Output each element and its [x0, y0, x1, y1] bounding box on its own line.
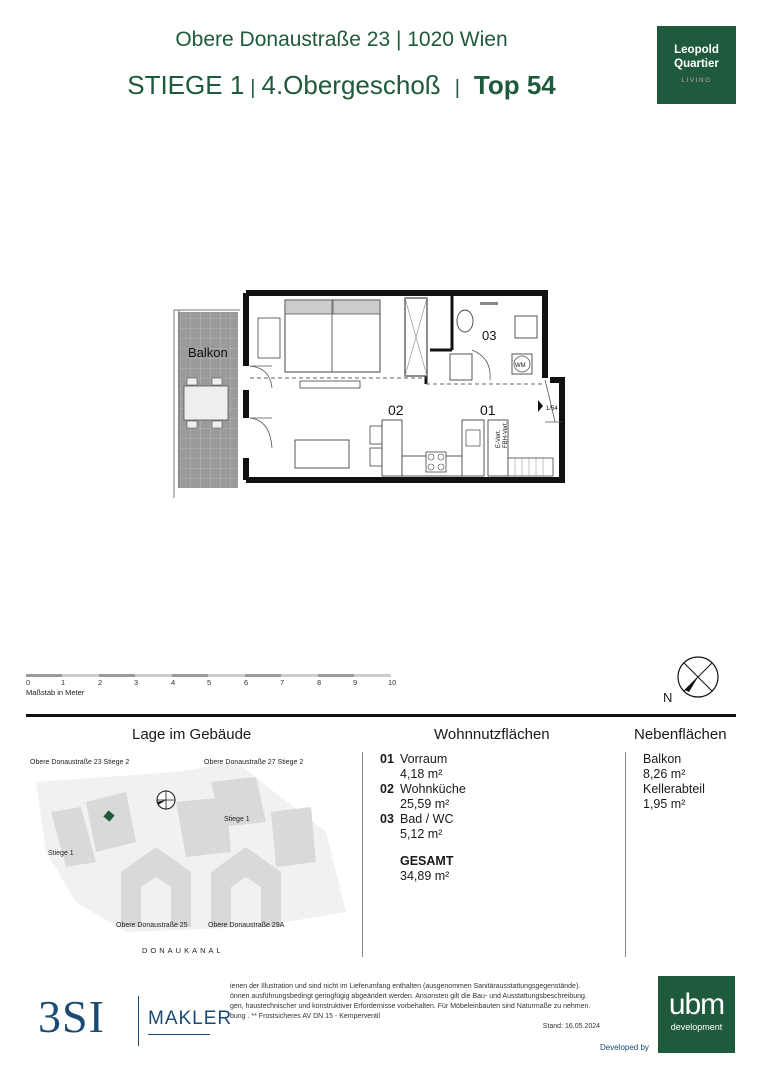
- unit-heading: [0, 70, 683, 101]
- room-area: 5,12 m²: [400, 827, 443, 841]
- divider: [26, 714, 736, 717]
- room-01-label: 01: [480, 402, 496, 418]
- scale-tick: 7: [280, 678, 285, 687]
- sofa: [295, 440, 349, 468]
- site-label: Obere Donaustraße 25: [116, 922, 188, 929]
- shower: [450, 354, 472, 380]
- address-heading: Obere Donaustraße 23 | 1020 Wien: [175, 28, 508, 51]
- scale-tick: 1: [61, 678, 66, 687]
- dining-table: [382, 420, 402, 476]
- room-name: Wohnküche: [400, 782, 466, 796]
- room-num: 02: [380, 782, 394, 796]
- ubm-logo-bottom: development: [670, 1022, 723, 1032]
- neben-area: 8,26 m²: [643, 767, 686, 781]
- room-03-label: 03: [482, 328, 497, 343]
- scale-tick: 4: [171, 678, 176, 687]
- secondary-areas: [643, 752, 705, 812]
- floor-plan: [160, 288, 575, 500]
- 3si-makler-logo: [38, 990, 233, 1043]
- scale-tick: 6: [244, 678, 249, 687]
- north-label: N: [663, 690, 673, 705]
- neben-name: Balkon: [643, 752, 682, 766]
- stiege-label: STIEGE 1: [127, 70, 245, 100]
- north-arrow-icon: [664, 656, 722, 700]
- room-num: 01: [380, 752, 394, 766]
- top-label: Top 54: [473, 70, 556, 100]
- room-02-label: 02: [388, 402, 404, 418]
- room-num: 03: [380, 812, 394, 826]
- room-name: Vorraum: [400, 752, 448, 766]
- separator: |: [454, 77, 460, 99]
- total-label: GESAMT: [400, 854, 454, 868]
- scale-tick: 0: [26, 678, 31, 687]
- leopold-quartier-logo: [657, 26, 736, 104]
- scale-tick: 10: [388, 678, 397, 687]
- evert-label: E-Vert.: [496, 429, 502, 448]
- ubm-logo-top: ubm: [668, 988, 725, 1021]
- river-label: DONAUKANAL: [142, 946, 224, 955]
- column-divider: [362, 752, 363, 957]
- door-code: 1/54: [546, 406, 558, 412]
- scale-tick: 3: [134, 678, 139, 687]
- scale-tick: 2: [98, 678, 103, 687]
- washbasin: [515, 316, 537, 338]
- scale-tick: 5: [207, 678, 212, 687]
- stand-date: Stand: 16.05.2024: [542, 1023, 600, 1030]
- wohn-heading: Wohnnutzflächen: [434, 726, 550, 743]
- column-divider: [625, 752, 626, 957]
- wm-label: WM: [515, 363, 526, 369]
- room-name: Bad / WC: [400, 812, 454, 826]
- scale-tick: 8: [317, 678, 322, 687]
- floor-label: 4.Obergeschoß: [261, 70, 441, 100]
- disclaimer-line: gen, haustechnischer und konstruktiver Erfordernisse vorbehalten. Für Möbeleinbauten sind Naturmaße zu nehmen.: [230, 1003, 591, 1010]
- site-label: Obere Donaustraße 23 Stiege 2: [30, 759, 130, 766]
- logo-line1: Leopold: [674, 44, 719, 56]
- room-areas-table: [380, 752, 466, 884]
- lage-heading: Lage im Gebäude: [132, 726, 252, 743]
- sink: [466, 430, 480, 446]
- room-row: [380, 782, 466, 797]
- site-label: Stiege 1: [224, 816, 250, 823]
- logo-3si: 3SI: [38, 991, 105, 1042]
- logo-line2: Quartier: [674, 58, 719, 70]
- developed-by-label: Developed by: [600, 1043, 649, 1052]
- fbh-label: FBH-Vert.: [503, 421, 509, 448]
- balcony-label: Balkon: [188, 345, 228, 360]
- disclaimer-line: önnen ausführungsbedingt geringfügig abgeändert werden. Ansonsten gilt die Bau- und Ausstattungsbeschreibung.: [230, 993, 587, 1000]
- site-label: Obere Donaustraße 29A: [208, 922, 285, 929]
- logo-line3: LIVING: [681, 77, 712, 84]
- site-label: Obere Donaustraße 27 Stiege 2: [204, 759, 304, 766]
- balcony-table: [184, 386, 228, 420]
- logo-makler: MAKLER: [148, 1008, 233, 1029]
- room-row: [380, 752, 466, 767]
- site-label: Stiege 1: [48, 850, 74, 857]
- total-area: 34,89 m²: [400, 869, 450, 883]
- scale-caption: Maßstab in Meter: [26, 688, 85, 697]
- room-row: [380, 812, 466, 827]
- neben-name: Kellerabteil: [643, 782, 705, 796]
- room-area: 4,18 m²: [400, 767, 443, 781]
- scale-tick: 9: [353, 678, 358, 687]
- neben-heading: Nebenflächen: [634, 726, 727, 743]
- room-area: 25,59 m²: [400, 797, 450, 811]
- neben-area: 1,95 m²: [643, 797, 686, 811]
- toilet: [457, 310, 473, 332]
- separator: |: [250, 77, 256, 99]
- disclaimer-line: bung . ** Frostsicheres AV DN 15 - Kemperventil: [230, 1013, 381, 1020]
- ubm-logo: [658, 976, 735, 1053]
- disclaimer-line: ienen der Illustration und sind nicht im Lieferumfang enthalten (ausgenommen Sanitärausstattungsgegenstände).: [230, 983, 581, 990]
- disclaimer: [230, 982, 600, 1030]
